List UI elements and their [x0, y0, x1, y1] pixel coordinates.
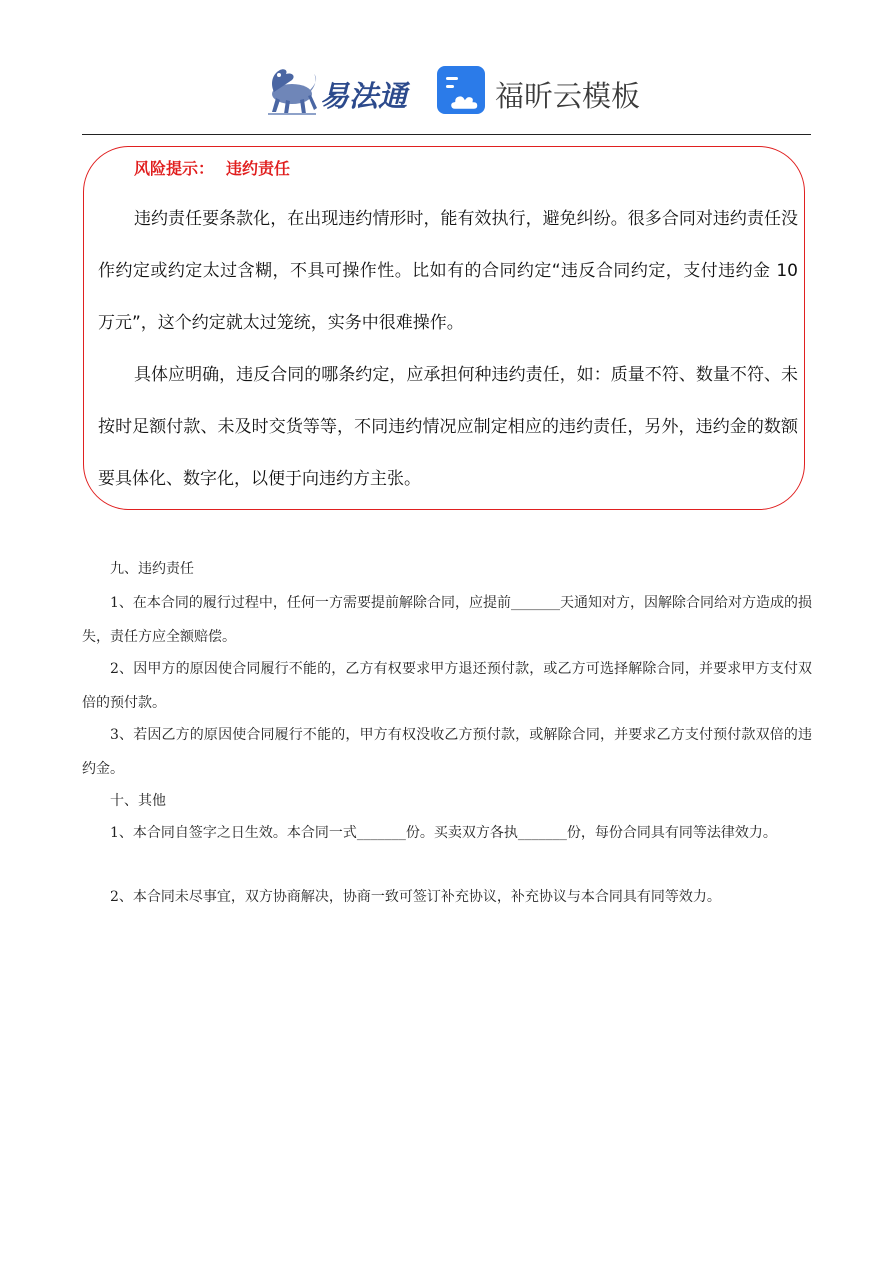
- risk-paragraph-2: 具体应明确，违反合同的哪条约定，应承担何种违约责任，如：质量不符、数量不符、未按时足额付款、未及时交货等等，不同违约情况应制定相应的违约责任，另外，违约金的数额要具体化、数字化，以便于向违约方主张。: [98, 365, 798, 489]
- section-10-item-1: 1、本合同自签字之日生效。本合同一式_______份。买卖双方各执_______份，每份合同具有同等法律效力。: [110, 825, 777, 841]
- section-9-heading: 九、违约责任: [110, 561, 194, 577]
- cloud-document-icon: [435, 64, 491, 120]
- foxit-cloud-template-text: 福昕云模板: [495, 79, 641, 113]
- foxit-cloud-template-logo: [435, 64, 645, 120]
- risk-warning-title: [134, 156, 290, 179]
- section-10-item-2: 2、本合同未尽事宜，双方协商解决，协商一致可签订补充协议，补充协议与本合同具有同等效力。: [110, 889, 721, 905]
- yifatong-logo: [262, 62, 412, 118]
- section-9-item-2: 2、因甲方的原因使合同履行不能的，乙方有权要求甲方退还预付款，或乙方可选择解除合同，并要求甲方支付双倍的预付款。: [82, 661, 812, 711]
- risk-warning-topic: 违约责任: [226, 159, 291, 178]
- section-9-item-1: 1、在本合同的履行过程中，任何一方需要提前解除合同，应提前_______天通知对方，因解除合同给对方造成的损失，责任方应全额赔偿。: [82, 595, 812, 645]
- risk-paragraph-1: 违约责任要条款化，在出现违约情形时，能有效执行，避免纠纷。很多合同对违约责任没作约定或约定太过含糊，不具可操作性。比如有的合同约定“违反合同约定，支付违约金 10 万元”，这个约定就太过笼统，实务中很难操作。: [98, 209, 798, 333]
- section-9-item-3: 3、若因乙方的原因使合同履行不能的，甲方有权没收乙方预付款，或解除合同，并要求乙方支付预付款双倍的违约金。: [82, 727, 812, 777]
- risk-warning-label: 风险提示：: [134, 159, 215, 178]
- header-divider: [82, 134, 811, 135]
- page-header: [0, 58, 893, 122]
- section-10-heading: 十、其他: [110, 793, 166, 809]
- yifatong-logo-text: 易法通: [320, 79, 408, 113]
- qilin-icon: [262, 62, 320, 118]
